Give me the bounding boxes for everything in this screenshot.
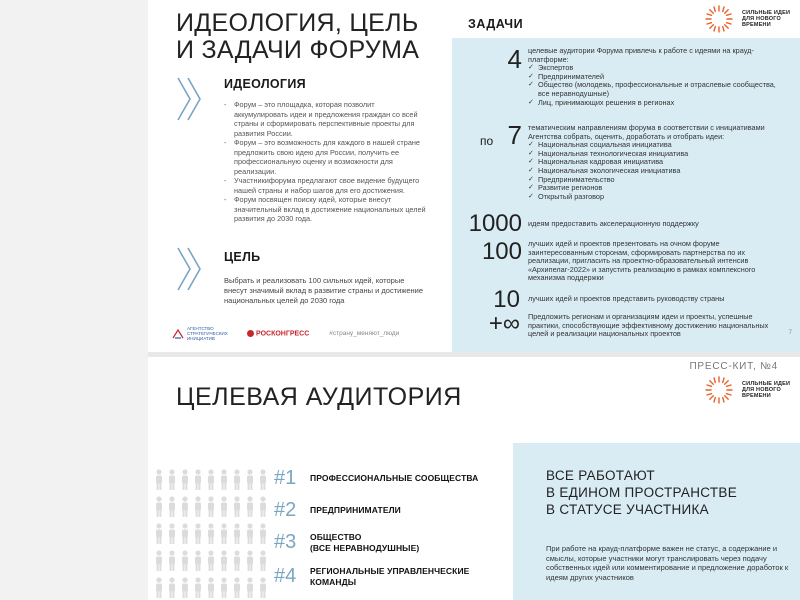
slide-title [176,10,419,64]
list-item: ✓ Лиц, принимающих решения в регионах [528,99,788,108]
audience-number: #2 [274,499,297,521]
audience-number: #3 [274,531,297,553]
list-item: ✓ Общество (молодежь, профессиональные и отраслевые сообщества, все неравнодушные) [528,81,788,98]
task-text: целевые аудитории Форума привлечь к работе с идеями на крауд-платформе: ✓ Экспертов ✓ Предпринимателей ✓ Общество (молодежь, профессиональные и отраслевые сообщества, все неравнодушные) ✓ Лиц, принимающих решения в регионах [528,47,788,107]
task-text: тематическим направлениям форума в соответствии с инициативами Агентства собрать, оценить, доработать и отобрать идеи: ✓ Национальная социальная инициатива ✓ Национальная технологическая инициатива ✓ Национальная кадровая инициатива ✓ Национальная экологическая инициатива ✓ Предпринимательство ✓ Развитие регионов ✓ Открытый разговор [528,124,788,201]
title-line-1: ИДЕОЛОГИЯ, ЦЕЛЬ [176,9,419,37]
task-number: 1000 [468,210,522,237]
task-number: 4 [507,44,522,74]
list-item: ✓ Развитие регионов [528,184,788,193]
task-text: Предложить регионам и организациям идеи и проекты, успешные практики, способствующие эффективному достижению национальных целей и реализации национальных проектов [528,312,769,339]
audience-label: ПРОФЕССИОНАЛЬНЫЕ СООБЩЕСТВА [310,473,479,484]
tasks-heading: ЗАДАЧИ [468,17,524,31]
sunburst-logo-icon [704,4,734,34]
sunburst-logo-icon [704,375,734,405]
list-item: ✓ Национальная экологическая инициатива [528,167,788,176]
chevron-right-icon [176,76,204,122]
task-number: +∞ [488,310,520,337]
title-line-2: И ЗАДАЧИ ФОРУМА [176,36,420,64]
list-item: ✓ Предпринимателей [528,73,788,82]
brand-text: СИЛЬНЫЕ ИДЕИ ДЛЯ НОВОГО ВРЕМЕНИ [742,10,791,28]
task-number: 10 [493,286,520,313]
goal-heading: ЦЕЛЬ [224,250,261,264]
audience-number: #4 [274,565,297,587]
audience-item [274,565,469,588]
list-item: - Участникифорума предлагают свое видение будущего нашей страны и набор шагов для его достижения. [224,176,429,195]
brand-logo [704,375,790,405]
task-text: идеям предоставить акселерационную поддержку [528,219,699,228]
people-grid-illustration [154,469,274,600]
list-item: ✓ Национальная социальная инициатива [528,141,788,150]
audience-item [274,531,419,554]
audience-label: ПРЕДПРИНИМАТЕЛИ [310,505,401,516]
audience-item [274,467,478,490]
list-item: - Форум – это возможность для каждого в нашей стране предложить свою идею для России, получить ее профессиональную оценку и возможности для реализации. [224,138,429,176]
list-item: ✓ Открытый разговор [528,193,788,202]
slide-audience [148,357,800,600]
task-text: лучших идей и проектов представить руководству страны [528,294,725,303]
list-item: ✓ Национальная технологическая инициатива [528,150,788,159]
audience-item [274,499,401,522]
roscongress-icon [247,330,254,337]
task-number: 100 [481,238,522,265]
press-kit-label: ПРЕСС-КИТ, №4 [689,361,778,372]
slide-title: ЦЕЛЕВАЯ АУДИТОРИЯ [176,383,462,411]
asi-icon [172,329,184,339]
participants-panel [513,443,800,600]
list-item: ✓ Экспертов [528,64,788,73]
slide-ideology [148,0,800,352]
page-number: 7 [788,330,792,336]
list-item: - Форум посвящен поиску идей, которые внесут значительный вклад в достижение национальных целей развития до 2030 года. [224,195,429,224]
tasks-panel [452,38,800,352]
goal-text: Выбрать и реализовать 100 сильных идей, которые внесут значимый вклад в развитие страны и достижение национальных целей до 2030 года [224,276,424,305]
chevron-right-icon [176,246,204,292]
audience-label: РЕГИОНАЛЬНЫЕ УПРАВЛЕНЧЕСКИЕ КОМАНДЫ [310,566,470,587]
partner-logos [172,326,399,341]
asi-logo: АГЕНТСТВО СТРАТЕГИЧЕСКИХ ИНИЦИАТИВ [172,326,227,341]
audience-label: ОБЩЕСТВО (ВСЕ НЕРАВНОДУШНЫЕ) [310,532,420,553]
brand-text: СИЛЬНЫЕ ИДЕИ ДЛЯ НОВОГО ВРЕМЕНИ [742,381,791,399]
task-prefix: по [480,134,494,148]
hashtag: #страну_меняют_люди [329,330,400,337]
task-text: лучших идей и проектов презентовать на очном форуме заинтересованным сторонам, сформировать партнерства по их реализации, пригласить на проектно-образовательный интенсив «Архипелаг-2022» и запустить реализацию в рамках комплексного механизма поддержки [528,239,756,283]
ideology-list [224,100,429,224]
panel-text: При работе на крауд-платформе важен не статус, а содержание и смыслы, которые участники могут транслировать через подачу собственных идей или комментирование и предложение доработок к идеям других участников [546,544,789,582]
list-item: ✓ Национальная кадровая инициатива [528,158,788,167]
list-item: - Форум – это площадка, которая позволит аккумулировать идеи и предложения граждан со всей страны и сформировать перспективные проекты для развития России. [224,100,429,138]
roscongress-logo: РОСКОНГРЕСС [247,330,309,337]
audience-number: #1 [274,467,297,489]
panel-title: ВСЕ РАБОТАЮТ В ЕДИНОМ ПРОСТРАНСТВЕ В СТАТУСЕ УЧАСТНИКА [546,468,738,517]
list-item: ✓ Предпринимательство [528,176,788,185]
ideology-heading: ИДЕОЛОГИЯ [224,77,306,91]
task-number: 7 [507,120,522,150]
brand-logo [704,4,790,34]
